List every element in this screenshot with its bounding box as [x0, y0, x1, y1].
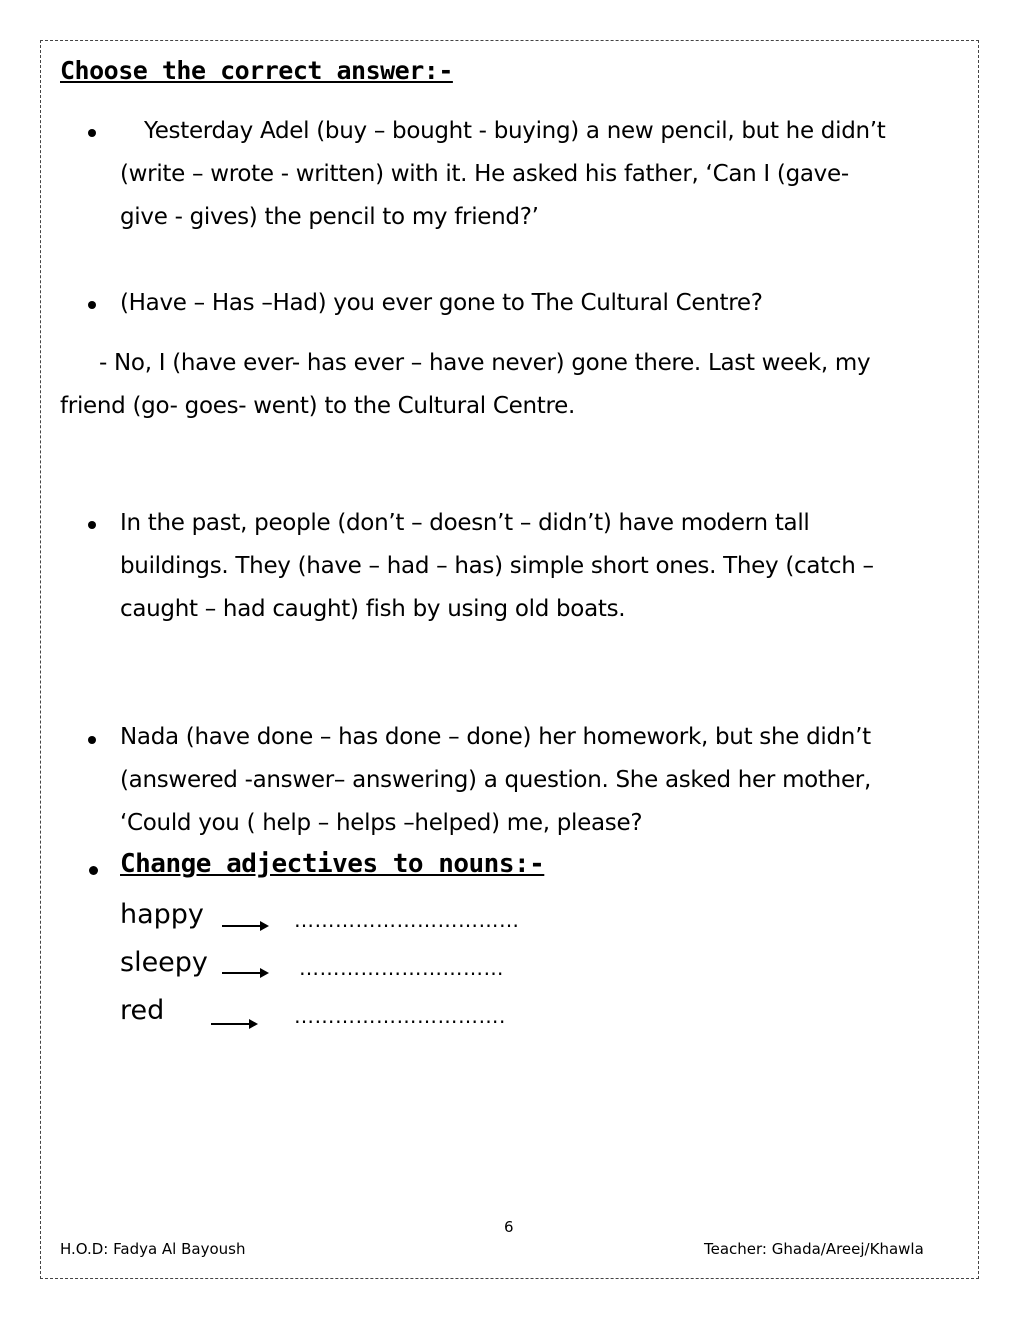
- question-4-line: ‘Could you ( help – helps –helped) me, please?: [120, 810, 643, 836]
- answer-blank: ………………………….: [294, 1004, 506, 1028]
- bullet-icon: [89, 866, 98, 875]
- adjective-word: happy: [120, 899, 204, 930]
- question-2-line: friend (go- goes- went) to the Cultural Centre.: [60, 393, 575, 419]
- question-3-line: caught – had caught) fish by using old boats.: [120, 596, 626, 622]
- bullet-icon: [88, 521, 96, 529]
- bullet-icon: [88, 736, 96, 744]
- question-4-line: (answered -answer– answering) a question. She asked her mother,: [120, 767, 871, 793]
- arrow-icon: [211, 1018, 259, 1030]
- answer-blank: …………………………: [299, 956, 504, 980]
- arrow-icon: [222, 920, 270, 932]
- question-3: [120, 502, 874, 631]
- question-4: [120, 716, 871, 845]
- question-2-line: - No, I (have ever- has ever – have never) gone there. Last week, my: [92, 350, 871, 376]
- question-2-line: (Have – Has –Had) you ever gone to The Cultural Centre?: [120, 290, 763, 316]
- question-3-line: In the past, people (don’t – doesn’t – didn’t) have modern tall: [120, 510, 810, 536]
- page-number: 6: [504, 1218, 514, 1236]
- section-title: Change adjectives to nouns:-: [120, 849, 545, 879]
- question-3-line: buildings. They (have – had – has) simple short ones. They (catch –: [120, 553, 874, 579]
- question-1-line: give - gives) the pencil to my friend?’: [120, 204, 539, 230]
- bullet-icon: [88, 129, 96, 137]
- question-4-line: Nada (have done – has done – done) her homework, but she didn’t: [120, 724, 871, 750]
- adjective-word: red: [120, 995, 165, 1026]
- question-2-answer: [60, 342, 870, 428]
- question-1-line: Yesterday Adel (buy – bought - buying) a new pencil, but he didn’t: [144, 118, 886, 144]
- question-1-line: (write – wrote - written) with it. He asked his father, ‘Can I (gave-: [120, 161, 849, 187]
- question-1: [120, 110, 886, 239]
- bullet-icon: [88, 301, 96, 309]
- arrow-icon: [222, 967, 270, 979]
- answer-blank: ……………………………: [294, 908, 520, 932]
- adjective-word: sleepy: [120, 947, 208, 978]
- page-title: Choose the correct answer:-: [60, 56, 453, 85]
- footer-teacher: Teacher: Ghada/Areej/Khawla: [704, 1240, 924, 1258]
- footer-hod: H.O.D: Fadya Al Bayoush: [60, 1240, 246, 1258]
